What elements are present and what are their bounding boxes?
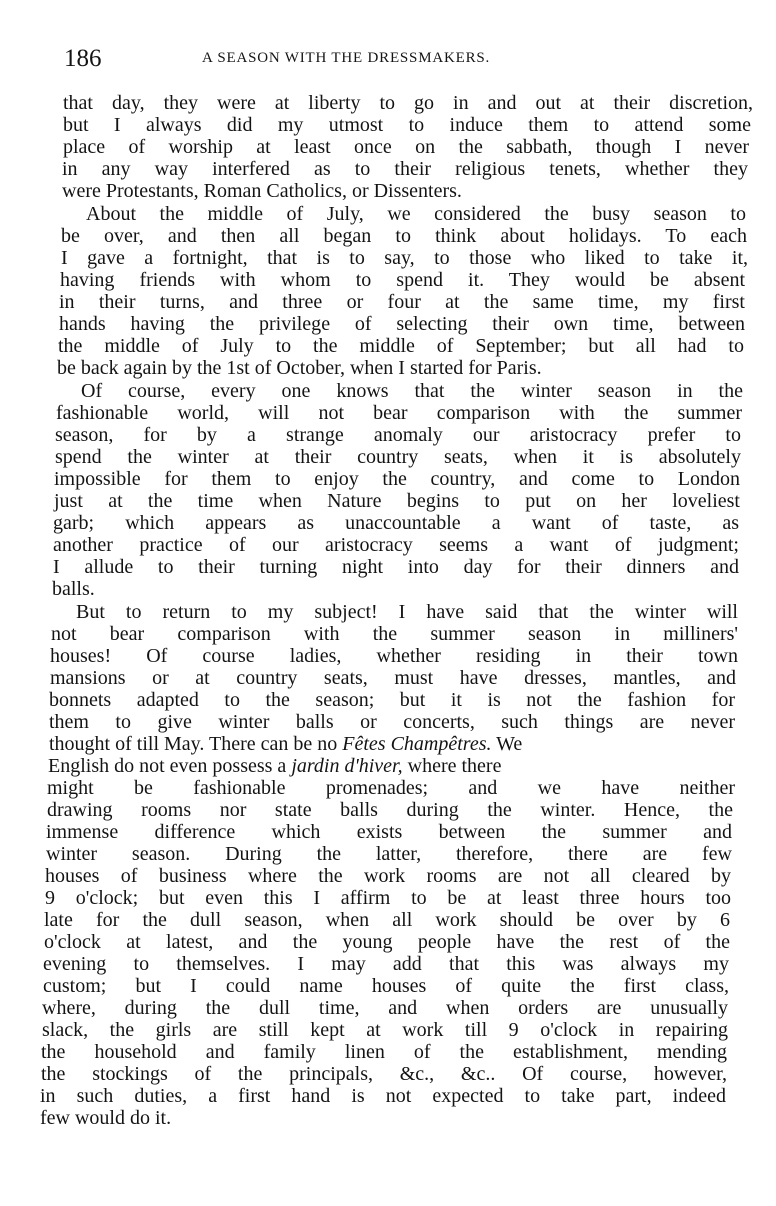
- text-line: the stockings of the principals, &c., &c.. Of course, however,: [41, 1063, 727, 1085]
- text-line: houses of business where the work rooms are not all cleared by: [45, 865, 731, 887]
- running-title: A SEASON WITH THE DRESSMAKERS.: [202, 50, 491, 66]
- text-line: houses! Of course ladies, whether residing in their town: [50, 645, 738, 667]
- text-line: I gave a fortnight, that is to say, to those who liked to take it,: [61, 247, 748, 269]
- text-line: slack, the girls are still kept at work till 9 o'clock in repairing: [42, 1019, 728, 1041]
- text-line: just at the time when Nature begins to put on her loveliest: [54, 490, 740, 512]
- text-line: drawing rooms nor state balls during the winter. Hence, the: [47, 799, 733, 821]
- italic-phrase: jardin d'hiver,: [291, 755, 403, 777]
- text-line: another practice of our aristocracy seems a want of judgment;: [53, 534, 739, 556]
- text-line: that day, they were at liberty to go in and out at their discretion,: [63, 92, 753, 114]
- text-line: be over, and then all began to think about holidays. To each: [61, 225, 747, 247]
- text-line: hands having the privilege of selecting their own time, between: [59, 313, 745, 335]
- text-line: the middle of July to the middle of September; but all had to: [58, 335, 744, 357]
- page-header: [64, 44, 624, 74]
- text-line: mansions or at country seats, must have dresses, mantles, and: [50, 667, 736, 689]
- text-line: garb; which appears as unaccountable a want of taste, as: [53, 512, 739, 534]
- text-line: balls.: [52, 578, 95, 600]
- text-line: season, for by a strange anomaly our aristocracy prefer to: [55, 424, 741, 446]
- text-line: might be fashionable promenades; and we have neither: [47, 777, 735, 799]
- text-line: o'clock at latest, and the young people have the rest of the: [44, 931, 730, 953]
- text-line: fashionable world, will not bear comparison with the summer: [56, 402, 742, 424]
- text-line: be back again by the 1st of October, when I started for Paris.: [57, 357, 542, 379]
- text-line: spend the winter at their country seats, when it is absolutely: [55, 446, 741, 468]
- text-line: [49, 733, 739, 755]
- text-line: Of course, every one knows that the winter season in the: [81, 380, 743, 402]
- text-line: custom; but I could name houses of quite the first class,: [43, 975, 729, 997]
- text-line: late for the dull season, when all work should be over by 6: [44, 909, 730, 931]
- text-line: evening to themselves. I may add that this was always my: [43, 953, 729, 975]
- page-number: 186: [64, 45, 102, 72]
- text-line: [48, 755, 738, 777]
- text-fragment: where there: [402, 755, 502, 777]
- italic-phrase: Fêtes Champêtres.: [342, 733, 492, 755]
- text-line: I allude to their turning night into day for their dinners and: [53, 556, 739, 578]
- text-fragment: English do not even possess a: [48, 755, 287, 777]
- text-line: them to give winter balls or concerts, such things are never: [49, 711, 735, 733]
- text-line: the household and family linen of the establishment, mending: [41, 1041, 727, 1063]
- text-line: About the middle of July, we considered the busy season to: [86, 203, 746, 225]
- text-line: in such duties, a first hand is not expected to take part, indeed: [40, 1085, 726, 1107]
- text-line: where, during the dull time, and when orders are unusually: [42, 997, 728, 1019]
- text-line: few would do it.: [40, 1107, 172, 1129]
- text-line: winter season. During the latter, therefore, there are few: [46, 843, 732, 865]
- text-fragment: thought of till May. There can be no: [49, 733, 338, 755]
- text-line: in their turns, and three or four at the same time, my first: [59, 291, 745, 313]
- text-line: not bear comparison with the summer season in milliners': [51, 623, 738, 645]
- text-line: bonnets adapted to the season; but it is not the fashion for: [49, 689, 735, 711]
- text-line: having friends with whom to spend it. They would be absent: [60, 269, 745, 291]
- text-line: but I always did my utmost to induce them to attend some: [63, 114, 751, 136]
- text-line: impossible for them to enjoy the country, and come to London: [54, 468, 740, 490]
- text-line: immense difference which exists between the summer and: [46, 821, 732, 843]
- text-line: in any way interfered as to their religious tenets, whether they: [62, 158, 748, 180]
- text-line: were Protestants, Roman Catholics, or Dissenters.: [62, 180, 462, 202]
- text-fragment: We: [491, 733, 523, 755]
- text-line: But to return to my subject! I have said that the winter will: [76, 601, 738, 623]
- text-line: 9 o'clock; but even this I affirm to be at least three hours too: [45, 887, 731, 909]
- text-line: place of worship at least once on the sabbath, though I never: [63, 136, 749, 158]
